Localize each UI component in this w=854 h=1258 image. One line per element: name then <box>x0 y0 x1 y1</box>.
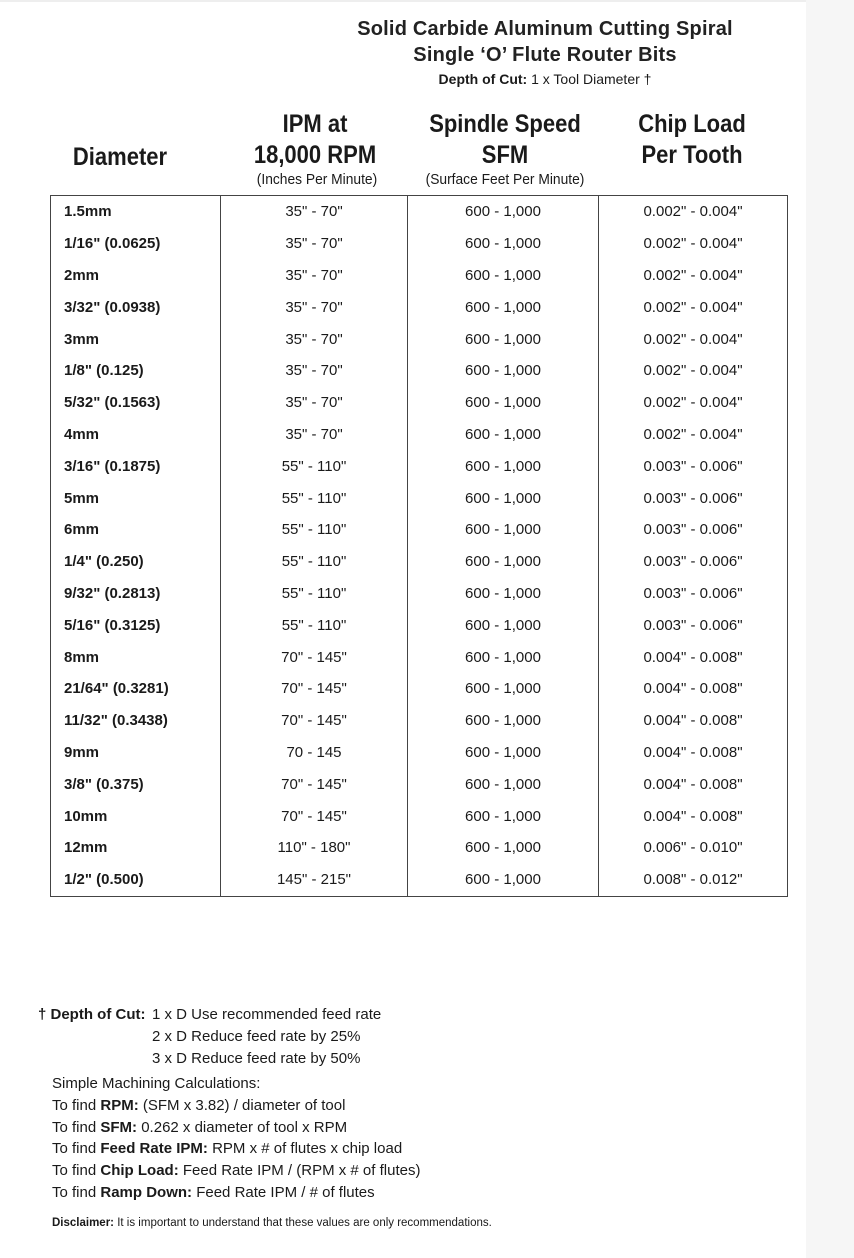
table-row <box>51 864 788 896</box>
cell-ipm: 55" - 110" <box>221 578 408 610</box>
header-ipm-line-1: IPM at <box>282 110 348 138</box>
depth-of-cut-notes <box>38 1004 381 1069</box>
page-top-rule <box>0 0 806 2</box>
depth-note-row <box>38 1026 381 1048</box>
cell-ipm: 70" - 145" <box>221 641 408 673</box>
cell-diameter: 3/32" (0.0938) <box>64 298 161 316</box>
cell-diameter: 10mm <box>64 807 108 825</box>
table-row <box>51 228 788 260</box>
depth-of-cut-subtitle <box>270 71 820 87</box>
cell-chip-load: 0.002" - 0.004" <box>599 323 788 355</box>
cell-ipm: 70" - 145" <box>221 800 408 832</box>
table-row <box>51 578 788 610</box>
header-spindle-line-1: Spindle Speed <box>429 110 581 138</box>
cell-sfm: 600 - 1,000 <box>408 705 599 737</box>
cell-ipm: 55" - 110" <box>221 514 408 546</box>
cell-diameter: 2mm <box>64 266 100 284</box>
cell-sfm: 600 - 1,000 <box>408 578 599 610</box>
cell-diameter: 11/32" (0.3438) <box>64 712 168 730</box>
cell-chip-load: 0.004" - 0.008" <box>599 705 788 737</box>
machining-calculations <box>52 1073 420 1204</box>
cell-sfm: 600 - 1,000 <box>408 768 599 800</box>
calc-term: Feed Rate IPM: <box>100 1140 208 1158</box>
cell-diameter: 9mm <box>64 743 100 761</box>
cell-chip-load: 0.003" - 0.006" <box>599 514 788 546</box>
calc-formula: (SFM x 3.82) / diameter of tool <box>138 1096 346 1114</box>
table-row <box>51 641 788 673</box>
depth-note-row <box>38 1004 381 1026</box>
calc-prefix: To find <box>52 1183 101 1201</box>
calc-formula: Feed Rate IPM / (RPM x # of flutes) <box>178 1162 421 1180</box>
table-row <box>51 482 788 514</box>
calc-prefix: To find <box>52 1096 101 1114</box>
calc-ramp-down <box>52 1182 420 1204</box>
header-ipm-line-2: 18,000 RPM <box>253 141 377 169</box>
cell-ipm: 70" - 145" <box>221 768 408 800</box>
cell-chip-load: 0.003" - 0.006" <box>599 482 788 514</box>
calculations-heading: Simple Machining Calculations: <box>52 1075 261 1092</box>
cell-chip-load: 0.003" - 0.006" <box>599 578 788 610</box>
calc-chip-load <box>52 1160 420 1182</box>
cell-sfm: 600 - 1,000 <box>408 482 599 514</box>
calc-prefix: To find <box>52 1140 101 1158</box>
header-ipm <box>227 109 403 171</box>
cell-chip-load: 0.004" - 0.008" <box>599 737 788 769</box>
calc-formula: Feed Rate IPM / # of flutes <box>192 1183 375 1201</box>
calc-formula: 0.262 x diameter of tool x RPM <box>137 1118 348 1136</box>
cell-ipm: 35" - 70" <box>221 260 408 292</box>
cell-diameter: 5/16" (0.3125) <box>64 616 161 634</box>
calc-term: Ramp Down: <box>100 1183 193 1201</box>
cell-sfm: 600 - 1,000 <box>408 228 599 260</box>
header-spindle-line-2: SFM <box>481 141 529 169</box>
cell-sfm: 600 - 1,000 <box>408 387 599 419</box>
header-diameter: Diameter <box>72 143 168 171</box>
cell-sfm: 600 - 1,000 <box>408 514 599 546</box>
cell-ipm: 55" - 110" <box>221 546 408 578</box>
table-row <box>51 546 788 578</box>
header-chip-line-1: Chip Load <box>638 110 746 138</box>
cell-sfm: 600 - 1,000 <box>408 737 599 769</box>
depth-notes-label: † Depth of Cut: <box>38 1006 146 1023</box>
cell-diameter: 5mm <box>64 489 100 507</box>
table-row <box>51 514 788 546</box>
cell-ipm: 35" - 70" <box>221 228 408 260</box>
cell-sfm: 600 - 1,000 <box>408 800 599 832</box>
cell-ipm: 35" - 70" <box>221 291 408 323</box>
calc-term: RPM: <box>100 1096 139 1114</box>
cell-diameter: 4mm <box>64 425 100 443</box>
cell-chip-load: 0.004" - 0.008" <box>599 641 788 673</box>
table-row <box>51 609 788 641</box>
table-row <box>51 260 788 292</box>
cell-ipm: 110" - 180" <box>221 832 408 864</box>
header-chip-load <box>604 109 780 171</box>
table-row <box>51 800 788 832</box>
cell-sfm: 600 - 1,000 <box>408 355 599 387</box>
cell-diameter: 8mm <box>64 648 100 666</box>
cell-ipm: 55" - 110" <box>221 482 408 514</box>
cell-chip-load: 0.004" - 0.008" <box>599 800 788 832</box>
header-spindle-speed <box>417 109 593 171</box>
calc-rpm <box>52 1095 420 1117</box>
header-spindle-subtitle: (Surface Feet Per Minute) <box>425 171 585 188</box>
cell-ipm: 35" - 70" <box>221 355 408 387</box>
cell-chip-load: 0.002" - 0.004" <box>599 291 788 323</box>
table-row <box>51 323 788 355</box>
table-row <box>51 737 788 769</box>
cell-sfm: 600 - 1,000 <box>408 864 599 896</box>
cell-ipm: 35" - 70" <box>221 196 408 228</box>
cell-chip-load: 0.003" - 0.006" <box>599 546 788 578</box>
cell-sfm: 600 - 1,000 <box>408 450 599 482</box>
cell-sfm: 600 - 1,000 <box>408 609 599 641</box>
table-row <box>51 387 788 419</box>
calc-prefix: To find <box>52 1118 101 1136</box>
depth-of-cut-label: Depth of Cut: <box>438 71 528 87</box>
depth-of-cut-value: 1 x Tool Diameter † <box>531 71 652 87</box>
cell-chip-load: 0.008" - 0.012" <box>599 864 788 896</box>
calc-term: Chip Load: <box>100 1162 179 1180</box>
calc-prefix: To find <box>52 1162 101 1180</box>
cell-chip-load: 0.004" - 0.008" <box>599 768 788 800</box>
header-ipm-subtitle: (Inches Per Minute) <box>256 171 378 188</box>
cell-diameter: 12mm <box>64 839 108 857</box>
cell-chip-load: 0.002" - 0.004" <box>599 355 788 387</box>
cell-sfm: 600 - 1,000 <box>408 832 599 864</box>
cell-diameter: 3/16" (0.1875) <box>64 457 161 475</box>
cell-sfm: 600 - 1,000 <box>408 260 599 292</box>
cell-diameter: 3mm <box>64 330 100 348</box>
cell-sfm: 600 - 1,000 <box>408 419 599 451</box>
cell-chip-load: 0.003" - 0.006" <box>599 450 788 482</box>
disclaimer-text: It is important to understand that these values are only recommendations. <box>117 1217 492 1229</box>
cell-diameter: 1/2" (0.500) <box>64 871 144 889</box>
cell-chip-load: 0.006" - 0.010" <box>599 832 788 864</box>
cell-diameter: 3/8" (0.375) <box>64 775 144 793</box>
table-row <box>51 673 788 705</box>
cell-ipm: 35" - 70" <box>221 323 408 355</box>
cell-chip-load: 0.002" - 0.004" <box>599 196 788 228</box>
cell-ipm: 35" - 70" <box>221 419 408 451</box>
cell-chip-load: 0.003" - 0.006" <box>599 609 788 641</box>
router-bit-table <box>50 195 788 897</box>
cell-diameter: 9/32" (0.2813) <box>64 584 161 602</box>
cell-ipm: 70" - 145" <box>221 673 408 705</box>
disclaimer <box>52 1217 492 1229</box>
header-chip-line-2: Per Tooth <box>641 141 743 169</box>
table-row <box>51 705 788 737</box>
table-row <box>51 832 788 864</box>
cell-ipm: 70 - 145 <box>221 737 408 769</box>
cell-diameter: 21/64" (0.3281) <box>64 680 169 698</box>
cell-ipm: 35" - 70" <box>221 387 408 419</box>
cell-diameter: 5/32" (0.1563) <box>64 394 161 412</box>
cell-diameter: 1/16" (0.0625) <box>64 235 161 253</box>
page-edge-shade <box>806 0 854 1258</box>
cell-sfm: 600 - 1,000 <box>408 641 599 673</box>
cell-ipm: 145" - 215" <box>221 864 408 896</box>
table-row <box>51 768 788 800</box>
calc-sfm <box>52 1117 420 1139</box>
cell-chip-load: 0.002" - 0.004" <box>599 260 788 292</box>
cell-diameter: 1.5mm <box>64 203 112 221</box>
table-row <box>51 450 788 482</box>
cell-diameter: 1/4" (0.250) <box>64 553 144 571</box>
disclaimer-label: Disclaimer: <box>52 1217 115 1229</box>
cell-sfm: 600 - 1,000 <box>408 323 599 355</box>
cell-chip-load: 0.004" - 0.008" <box>599 673 788 705</box>
cell-sfm: 600 - 1,000 <box>408 196 599 228</box>
router-bit-table-body <box>51 196 788 897</box>
table-row <box>51 419 788 451</box>
table-row <box>51 196 788 228</box>
document-title-line-1: Solid Carbide Aluminum Cutting Spiral <box>357 18 733 40</box>
cell-chip-load: 0.002" - 0.004" <box>599 228 788 260</box>
calc-feed-rate <box>52 1138 420 1160</box>
calc-term: SFM: <box>100 1118 138 1136</box>
cell-diameter: 6mm <box>64 521 100 539</box>
depth-note-2: 2 x D Reduce feed rate by 25% <box>152 1027 361 1045</box>
cell-chip-load: 0.002" - 0.004" <box>599 419 788 451</box>
cell-sfm: 600 - 1,000 <box>408 673 599 705</box>
cell-chip-load: 0.002" - 0.004" <box>599 387 788 419</box>
table-row <box>51 291 788 323</box>
table-row <box>51 355 788 387</box>
cell-ipm: 70" - 145" <box>221 705 408 737</box>
cell-ipm: 55" - 110" <box>221 609 408 641</box>
document-title-line-2: Single ‘O’ Flute Router Bits <box>413 44 677 66</box>
cell-sfm: 600 - 1,000 <box>408 291 599 323</box>
cell-diameter: 1/8" (0.125) <box>64 362 144 380</box>
depth-note-3: 3 x D Reduce feed rate by 50% <box>152 1049 361 1067</box>
cell-ipm: 55" - 110" <box>221 450 408 482</box>
depth-note-row <box>38 1048 381 1070</box>
depth-note-1: 1 x D Use recommended feed rate <box>152 1006 382 1023</box>
cell-sfm: 600 - 1,000 <box>408 546 599 578</box>
calc-formula: RPM x # of flutes x chip load <box>207 1140 403 1158</box>
